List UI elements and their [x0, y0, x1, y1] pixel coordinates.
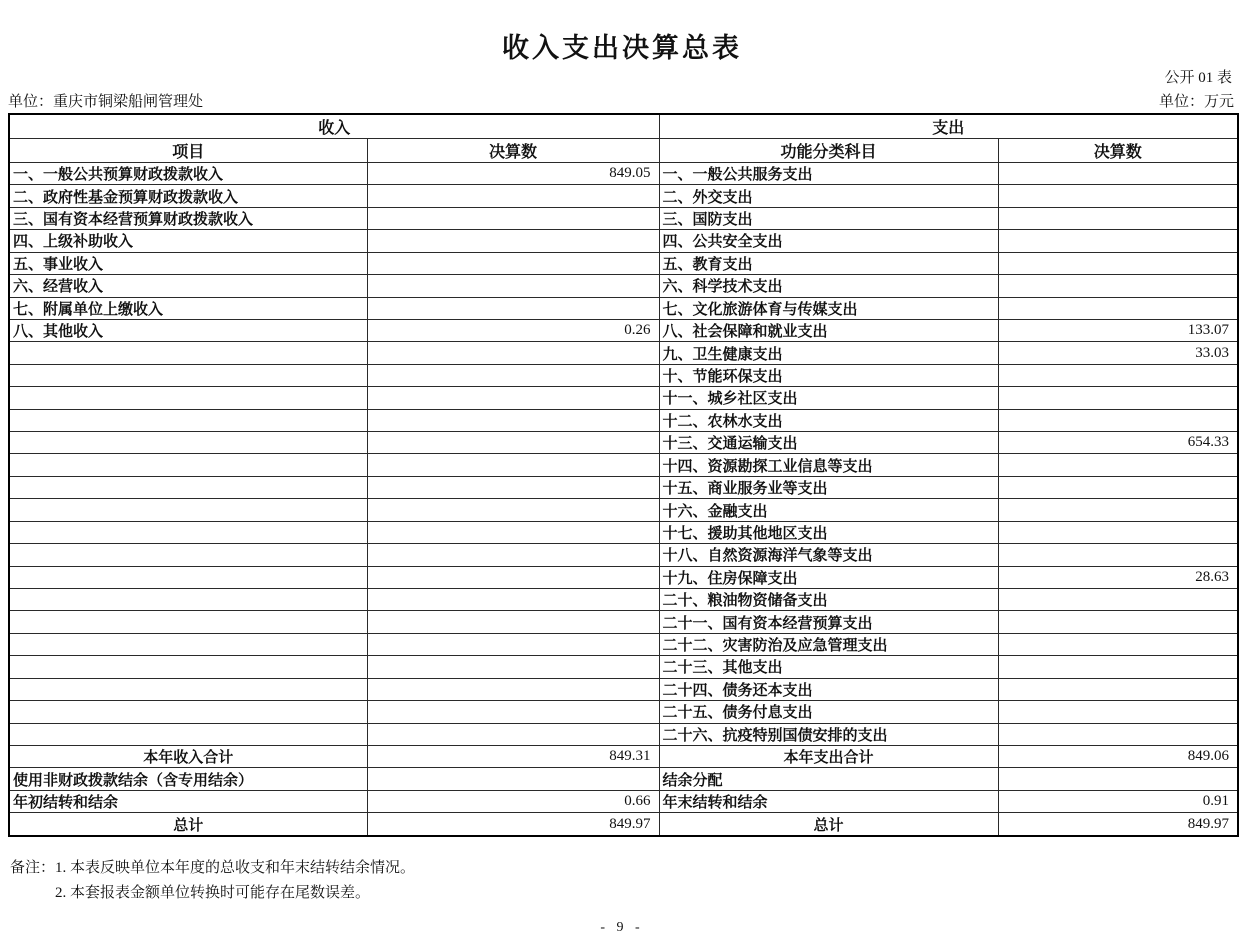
- expense-item-cell: 七、文化旅游体育与传媒支出: [659, 297, 998, 319]
- income-item-cell: [9, 566, 367, 588]
- table-body: [9, 163, 1238, 837]
- expense-item-cell: 十、节能环保支出: [659, 364, 998, 386]
- income-amount-cell: [367, 185, 659, 207]
- expense-amount-cell: [998, 701, 1238, 723]
- expense-item-cell: 十二、农林水支出: [659, 409, 998, 431]
- income-amount-cell: [367, 454, 659, 476]
- note-2: 2. 本套报表金额单位转换时可能存在尾数误差。: [55, 885, 371, 901]
- note-lines: [55, 856, 415, 906]
- income-item-cell: 三、国有资本经营预算财政拨款收入: [9, 207, 367, 229]
- income-amount-cell: [367, 499, 659, 521]
- income-amount-cell: [367, 364, 659, 386]
- expense-item-cell: 四、公共安全支出: [659, 230, 998, 252]
- expense-amount-cell: [998, 163, 1238, 185]
- income-item-cell: [9, 387, 367, 409]
- table-row: [9, 163, 1238, 185]
- income-amount-cell: [367, 230, 659, 252]
- table-row: [9, 432, 1238, 454]
- income-amount-cell: [367, 723, 659, 745]
- income-item-cell: [9, 364, 367, 386]
- income-item-cell: [9, 723, 367, 745]
- income-item-cell: 六、经营收入: [9, 275, 367, 297]
- expense-amount-cell: 133.07: [998, 319, 1238, 341]
- table-row: [9, 230, 1238, 252]
- expense-amount-cell: [998, 589, 1238, 611]
- expense-item-cell: 十八、自然资源海洋气象等支出: [659, 544, 998, 566]
- income-item-cell: [9, 499, 367, 521]
- expense-amount-cell: [998, 611, 1238, 633]
- expense-amount-cell: [998, 678, 1238, 700]
- expense-amount-cell: [998, 454, 1238, 476]
- income-item-cell: [9, 342, 367, 364]
- table-row: [9, 633, 1238, 655]
- expense-amount-cell: [998, 409, 1238, 431]
- table-row: [9, 342, 1238, 364]
- expense-footer-label-cell: 总计: [659, 813, 998, 836]
- income-footer-value-cell: 0.66: [367, 790, 659, 812]
- expense-footer-value-cell: 849.97: [998, 813, 1238, 836]
- income-item-cell: [9, 611, 367, 633]
- income-item-cell: 八、其他收入: [9, 319, 367, 341]
- income-item-cell: [9, 633, 367, 655]
- expense-amount-cell: [998, 230, 1238, 252]
- table-row: [9, 297, 1238, 319]
- income-footer-label-cell: 使用非财政拨款结余（含专用结余）: [9, 768, 367, 790]
- expense-item-cell: 十五、商业服务业等支出: [659, 476, 998, 498]
- expense-amount-cell: [998, 476, 1238, 498]
- expense-amount-cell: 28.63: [998, 566, 1238, 588]
- income-amount-cell: [367, 342, 659, 364]
- table-row: [9, 678, 1238, 700]
- income-item-cell: [9, 409, 367, 431]
- income-item-cell: [9, 476, 367, 498]
- expense-footer-value-cell: 849.06: [998, 745, 1238, 767]
- expense-amount-cell: [998, 207, 1238, 229]
- income-amount-cell: [367, 544, 659, 566]
- expense-item-cell: 十一、城乡社区支出: [659, 387, 998, 409]
- income-item-cell: 四、上级补助收入: [9, 230, 367, 252]
- income-item-cell: 七、附属单位上缴收入: [9, 297, 367, 319]
- expense-amount-cell: [998, 387, 1238, 409]
- income-footer-label-cell: 年初结转和结余: [9, 790, 367, 812]
- income-item-cell: [9, 656, 367, 678]
- income-item-header: 项目: [9, 139, 367, 163]
- page-title: 收入支出决算总表: [502, 33, 742, 63]
- income-footer-value-cell: 849.31: [367, 745, 659, 767]
- income-amount-cell: [367, 589, 659, 611]
- table-row: [9, 656, 1238, 678]
- income-footer-value-cell: 849.97: [367, 813, 659, 836]
- expense-item-cell: 十四、资源勘探工业信息等支出: [659, 454, 998, 476]
- table-column-header-row: [9, 139, 1238, 163]
- expense-amount-cell: [998, 656, 1238, 678]
- income-amount-cell: [367, 297, 659, 319]
- expense-footer-label-cell: 结余分配: [659, 768, 998, 790]
- expense-amount-cell: [998, 544, 1238, 566]
- expense-amount-cell: [998, 633, 1238, 655]
- expense-footer-label-cell: 年末结转和结余: [659, 790, 998, 812]
- table-footer-row: [9, 768, 1238, 790]
- income-amount-cell: [367, 521, 659, 543]
- unit-row: [8, 90, 1234, 111]
- table-row: [9, 476, 1238, 498]
- expense-item-cell: 十七、援助其他地区支出: [659, 521, 998, 543]
- expense-item-cell: 二十五、债务付息支出: [659, 701, 998, 723]
- expense-item-cell: 五、教育支出: [659, 252, 998, 274]
- income-footer-label-cell: 总计: [9, 813, 367, 836]
- expense-footer-label-cell: 本年支出合计: [659, 745, 998, 767]
- income-item-cell: [9, 678, 367, 700]
- table-row: [9, 409, 1238, 431]
- income-amount-cell: [367, 611, 659, 633]
- income-amount-cell: [367, 566, 659, 588]
- income-footer-label-cell: 本年收入合计: [9, 745, 367, 767]
- table-row: [9, 364, 1238, 386]
- income-amount-cell: [367, 275, 659, 297]
- expenditure-section-header: 支出: [659, 114, 1238, 139]
- money-unit: 单位：万元: [1158, 94, 1234, 110]
- expense-item-cell: 十三、交通运输支出: [659, 432, 998, 454]
- expense-amount-cell: [998, 499, 1238, 521]
- table-row: [9, 589, 1238, 611]
- table-footer-row: [9, 745, 1238, 767]
- unit-name: 单位：重庆市铜梁船闸管理处: [8, 94, 204, 110]
- notes-block: [10, 856, 415, 906]
- expense-item-cell: 六、科学技术支出: [659, 275, 998, 297]
- table-footer-row: [9, 813, 1238, 836]
- income-amount-cell: [367, 678, 659, 700]
- expense-item-cell: 二、外交支出: [659, 185, 998, 207]
- income-amount-cell: [367, 476, 659, 498]
- expense-amount-cell: 654.33: [998, 432, 1238, 454]
- expense-item-header: 功能分类科目: [659, 139, 998, 163]
- expense-footer-value-cell: [998, 768, 1238, 790]
- expense-item-cell: 三、国防支出: [659, 207, 998, 229]
- page-number: - 9 -: [600, 920, 644, 935]
- table-code: 公开 01 表: [1164, 70, 1232, 86]
- expense-amount-cell: [998, 252, 1238, 274]
- table-row: [9, 454, 1238, 476]
- income-amount-cell: [367, 633, 659, 655]
- table-footer-row: [9, 790, 1238, 812]
- table-section-header-row: [9, 114, 1238, 139]
- expense-item-cell: 九、卫生健康支出: [659, 342, 998, 364]
- income-item-cell: [9, 701, 367, 723]
- expense-item-cell: 十九、住房保障支出: [659, 566, 998, 588]
- income-amount-cell: [367, 432, 659, 454]
- income-amount-cell: [367, 252, 659, 274]
- table-row: [9, 521, 1238, 543]
- expense-item-cell: 二十四、债务还本支出: [659, 678, 998, 700]
- expense-item-cell: 二十、粮油物资储备支出: [659, 589, 998, 611]
- income-item-cell: [9, 432, 367, 454]
- income-amount-cell: 0.26: [367, 319, 659, 341]
- expense-item-cell: 十六、金融支出: [659, 499, 998, 521]
- table-row: [9, 252, 1238, 274]
- table-row: [9, 499, 1238, 521]
- income-amount-cell: 849.05: [367, 163, 659, 185]
- expense-amount-cell: [998, 275, 1238, 297]
- table-row: [9, 544, 1238, 566]
- income-item-cell: [9, 589, 367, 611]
- income-amount-cell: [367, 387, 659, 409]
- income-section-header: 收入: [9, 114, 659, 139]
- expense-footer-value-cell: 0.91: [998, 790, 1238, 812]
- expense-item-cell: 二十六、抗疫特别国债安排的支出: [659, 723, 998, 745]
- table-row: [9, 319, 1238, 341]
- table-row: [9, 701, 1238, 723]
- table-row: [9, 387, 1238, 409]
- table-row: [9, 207, 1238, 229]
- expense-amount-cell: 33.03: [998, 342, 1238, 364]
- income-amount-cell: [367, 409, 659, 431]
- expense-amount-cell: [998, 364, 1238, 386]
- note-1: 1. 本表反映单位本年度的总收支和年末结转结余情况。: [55, 860, 416, 876]
- expense-amount-cell: [998, 297, 1238, 319]
- income-amount-cell: [367, 207, 659, 229]
- expense-item-cell: 八、社会保障和就业支出: [659, 319, 998, 341]
- expense-amount-cell: [998, 723, 1238, 745]
- main-table: [8, 113, 1239, 837]
- income-item-cell: 一、一般公共预算财政拨款收入: [9, 163, 367, 185]
- expense-amount-header: 决算数: [998, 139, 1238, 163]
- expense-amount-cell: [998, 521, 1238, 543]
- income-item-cell: [9, 544, 367, 566]
- expense-item-cell: 一、一般公共服务支出: [659, 163, 998, 185]
- table-row: [9, 185, 1238, 207]
- notes-label: 备注：: [10, 860, 56, 876]
- table-row: [9, 723, 1238, 745]
- income-item-cell: [9, 454, 367, 476]
- income-footer-value-cell: [367, 768, 659, 790]
- income-amount-header: 决算数: [367, 139, 659, 163]
- income-item-cell: [9, 521, 367, 543]
- table-row: [9, 275, 1238, 297]
- table-row: [9, 566, 1238, 588]
- expense-item-cell: 二十一、国有资本经营预算支出: [659, 611, 998, 633]
- income-amount-cell: [367, 701, 659, 723]
- table-row: [9, 611, 1238, 633]
- expense-item-cell: 二十三、其他支出: [659, 656, 998, 678]
- expense-item-cell: 二十二、灾害防治及应急管理支出: [659, 633, 998, 655]
- income-item-cell: 二、政府性基金预算财政拨款收入: [9, 185, 367, 207]
- income-amount-cell: [367, 656, 659, 678]
- expense-amount-cell: [998, 185, 1238, 207]
- income-item-cell: 五、事业收入: [9, 252, 367, 274]
